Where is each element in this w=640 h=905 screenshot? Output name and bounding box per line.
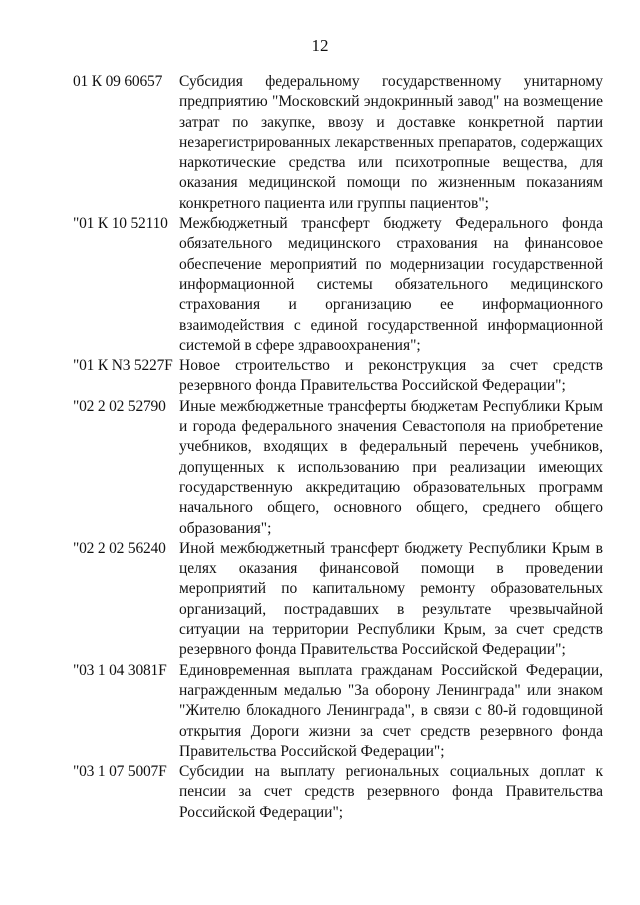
list-item xyxy=(73,539,603,661)
budget-description: Субсидии на выплату региональных социальных доплат к пенсии за счет средств резервного фонда Правительства Российской Федерации"; xyxy=(179,763,603,821)
budget-description: Новое строительство и реконструкция за счет средств резервного фонда Правительства Российской Федерации"; xyxy=(179,357,603,395)
list-item xyxy=(73,72,603,214)
budget-description: Иные межбюджетные трансферты бюджетам Республики Крым и города федерального значения Севастополя на приобретение учебников, входящих в федеральный перечень учебников, допущенных к использованию при реализации имеющих государственную аккредитацию образовательных программ начального общего, основного общего, среднего общего образования"; xyxy=(179,397,603,537)
budget-description: Единовременная выплата гражданам Российской Федерации, награжденным медалью "За оборону Ленинграда" или знаком "Жителю блокадного Ленинграда", в связи с 80-й годовщиной открытия Дороги жизни за счет средств резервного фонда Правительства Российской Федерации"; xyxy=(179,661,603,760)
budget-description: Субсидия федеральному государственному унитарному предприятию "Московский эндокринный завод" на возмещение затрат по закупке, ввозу и доставке конкретной партии незарегистрированных лекарственных препаратов, содержащих наркотические средства или психотропные вещества, для оказания медицинской помощи по жизненным показаниям конкретного пациента или группы пациентов"; xyxy=(179,73,603,212)
budget-code: "02 2 02 52790 xyxy=(73,397,166,415)
budget-code: "01 К N3 5227F xyxy=(73,357,173,375)
page-number: 12 xyxy=(311,36,329,55)
budget-code-list xyxy=(73,72,603,823)
list-item xyxy=(73,661,603,762)
budget-code: "02 2 02 56240 xyxy=(73,539,166,557)
budget-code: "03 1 04 3081F xyxy=(73,661,167,679)
budget-description: Межбюджетный трансферт бюджету Федерального фонда обязательного медицинского страхования на финансовое обеспечение мероприятий по модернизации государственной информационной системы обязательного медицинского страхования и организацию ее информационного взаимодействия с единой государственной информационной системой в сфере здравоохранения"; xyxy=(179,215,603,354)
budget-code: "03 1 07 5007F xyxy=(73,763,167,781)
budget-description: Иной межбюджетный трансферт бюджету Республики Крым в целях оказания финансовой помощи в проведении мероприятий по капитальному ремонту образовательных организаций, пострадавших в результате чрезвычайной ситуации на территории Республики Крым, за счет средств резервного фонда Правительства Российской Федерации"; xyxy=(179,539,603,659)
list-item xyxy=(73,356,603,397)
budget-code: 01 К 09 60657 xyxy=(73,73,163,90)
list-item xyxy=(73,214,603,356)
list-item xyxy=(73,397,603,539)
budget-code: "01 К 10 52110 xyxy=(73,215,168,233)
list-item xyxy=(73,762,603,823)
